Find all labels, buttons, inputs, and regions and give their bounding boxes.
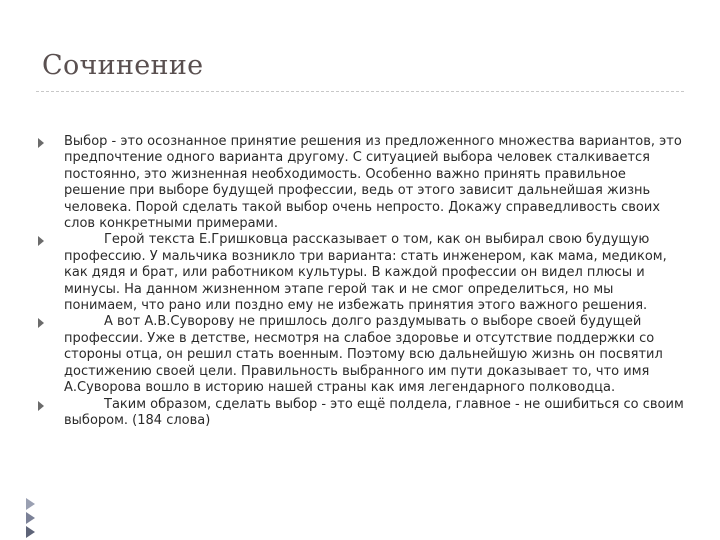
triangle-icon: [26, 498, 35, 510]
slide-title: Сочинение: [42, 50, 204, 81]
triangle-icon: [26, 512, 35, 524]
bullet-item-1: [36, 134, 686, 232]
bullet-text-2: Герой текста Е.Гришковца рассказывает о том, как он выбирал свою будущую профессию. У мальчика возникло три варианта: стать инженером, как мама, медиком, как дядя и брат, или работником культуры. В каждой профессии он видел плюсы и минусы. На данном жизненном этапе герой так и не смог определиться, но мы понимаем, что рано или поздно ему не избежать принятия этого важного решения.: [64, 232, 667, 314]
bullet-item-4: [36, 397, 686, 430]
bullet-item-3: [36, 314, 686, 396]
triangle-right-icon: [38, 138, 44, 148]
triangle-stack-icon: [24, 498, 40, 538]
title-divider: [36, 91, 684, 92]
bullet-list: [36, 134, 686, 429]
triangle-right-icon: [38, 236, 44, 246]
bullet-text-1: Выбор - это осознанное принятие решения из предложенного множества вариантов, это предпочтение одного варианта другому. С ситуацией выбора человек сталкивается постоянно, это жизненная необходимость. Особенно важно принять правильное решение при выборе будущей профессии, ведь от этого зависит дальнейшая жизнь человека. Порой сделать такой выбор очень непросто. Докажу справедливость своих слов конкретными примерами.: [64, 134, 682, 232]
bullet-item-2: [36, 232, 686, 314]
triangle-right-icon: [38, 318, 44, 328]
bullet-text-4: Таким образом, сделать выбор - это ещё полдела, главное - не ошибиться со своим выбором. (184 слова): [64, 396, 684, 428]
triangle-right-icon: [38, 401, 44, 411]
triangle-icon: [26, 526, 35, 538]
bullet-text-3: А вот А.В.Суворову не пришлось долго раздумывать о выборе своей будущей профессии. Уже в детстве, несмотря на слабое здоровье и отсутствие поддержки со стороны отца, он решил стать военным. Поэтому всю дальнейшую жизнь он посвятил достижению своей цели. Правильность выбранного им пути доказывает то, что имя А.Суворова вошло в историю нашей страны как имя легендарного полководца.: [64, 314, 663, 396]
